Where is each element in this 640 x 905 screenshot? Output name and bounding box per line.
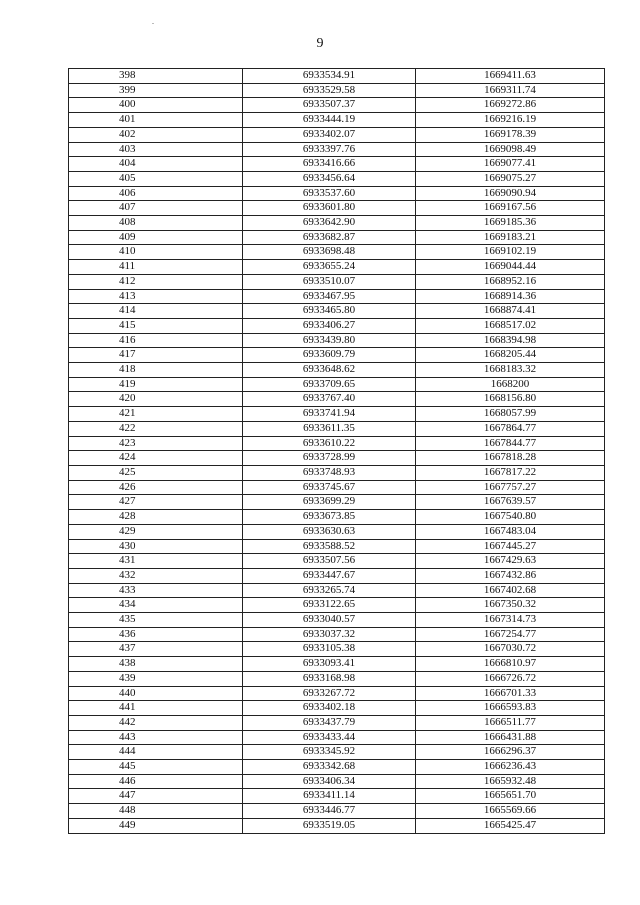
point-number-cell: 426 [69,480,243,495]
table-row [69,348,605,363]
point-number-cell: 436 [69,627,243,642]
point-number-cell: 399 [69,83,243,98]
x-coordinate-cell: 6933534.91 [243,69,416,84]
y-coordinate-cell: 1667639.57 [416,495,605,510]
y-coordinate-cell: 1669090.94 [416,186,605,201]
x-coordinate-cell: 6933507.37 [243,98,416,113]
table-row [69,804,605,819]
y-coordinate-cell: 1668517.02 [416,318,605,333]
x-coordinate-cell: 6933465.80 [243,304,416,319]
y-coordinate-cell: 1668200 [416,377,605,392]
y-coordinate-cell: 1665569.66 [416,804,605,819]
point-number-cell: 443 [69,730,243,745]
point-number-cell: 435 [69,613,243,628]
x-coordinate-cell: 6933519.05 [243,818,416,833]
y-coordinate-cell: 1669102.19 [416,245,605,260]
y-coordinate-cell: 1667254.77 [416,627,605,642]
x-coordinate-cell: 6933709.65 [243,377,416,392]
point-number-cell: 412 [69,274,243,289]
table-row [69,392,605,407]
y-coordinate-cell: 1669272.86 [416,98,605,113]
table-row [69,465,605,480]
point-number-cell: 415 [69,318,243,333]
x-coordinate-cell: 6933342.68 [243,760,416,775]
x-coordinate-cell: 6933611.35 [243,421,416,436]
point-number-cell: 444 [69,745,243,760]
x-coordinate-cell: 6933642.90 [243,216,416,231]
y-coordinate-cell: 1667818.28 [416,451,605,466]
y-coordinate-cell: 1668874.41 [416,304,605,319]
y-coordinate-cell: 1666701.33 [416,686,605,701]
table-row [69,760,605,775]
table-row [69,818,605,833]
x-coordinate-cell: 6933728.99 [243,451,416,466]
y-coordinate-cell: 1666431.88 [416,730,605,745]
point-number-cell: 410 [69,245,243,260]
point-number-cell: 431 [69,554,243,569]
table-row [69,671,605,686]
x-coordinate-cell: 6933444.19 [243,113,416,128]
table-row [69,510,605,525]
y-coordinate-cell: 1666296.37 [416,745,605,760]
table-row [69,421,605,436]
point-number-cell: 404 [69,157,243,172]
table-row [69,318,605,333]
y-coordinate-cell: 1665932.48 [416,774,605,789]
point-number-cell: 407 [69,201,243,216]
y-coordinate-cell: 1669075.27 [416,171,605,186]
x-coordinate-cell: 6933741.94 [243,407,416,422]
table-row [69,789,605,804]
y-coordinate-cell: 1667030.72 [416,642,605,657]
point-number-cell: 414 [69,304,243,319]
y-coordinate-cell: 1668183.32 [416,363,605,378]
x-coordinate-cell: 6933748.93 [243,465,416,480]
x-coordinate-cell: 6933416.66 [243,157,416,172]
point-number-cell: 423 [69,436,243,451]
y-coordinate-cell: 1666511.77 [416,715,605,730]
table-row [69,715,605,730]
table-row [69,657,605,672]
x-coordinate-cell: 6933745.67 [243,480,416,495]
x-coordinate-cell: 6933510.07 [243,274,416,289]
x-coordinate-cell: 6933411.14 [243,789,416,804]
table-row [69,480,605,495]
point-number-cell: 428 [69,510,243,525]
x-coordinate-cell: 6933105.38 [243,642,416,657]
y-coordinate-cell: 1667429.63 [416,554,605,569]
table-row [69,274,605,289]
x-coordinate-cell: 6933446.77 [243,804,416,819]
y-coordinate-cell: 1669183.21 [416,230,605,245]
x-coordinate-cell: 6933655.24 [243,260,416,275]
point-number-cell: 447 [69,789,243,804]
coordinates-table-body [69,69,605,834]
point-number-cell: 419 [69,377,243,392]
table-row [69,142,605,157]
table-row [69,201,605,216]
point-number-cell: 445 [69,760,243,775]
x-coordinate-cell: 6933601.80 [243,201,416,216]
y-coordinate-cell: 1668205.44 [416,348,605,363]
point-number-cell: 425 [69,465,243,480]
table-row [69,539,605,554]
x-coordinate-cell: 6933447.67 [243,568,416,583]
table-row [69,216,605,231]
point-number-cell: 406 [69,186,243,201]
point-number-cell: 417 [69,348,243,363]
x-coordinate-cell: 6933406.34 [243,774,416,789]
y-coordinate-cell: 1667757.27 [416,480,605,495]
table-row [69,289,605,304]
y-coordinate-cell: 1666593.83 [416,701,605,716]
table-row [69,377,605,392]
point-number-cell: 409 [69,230,243,245]
y-coordinate-cell: 1667314.73 [416,613,605,628]
x-coordinate-cell: 6933673.85 [243,510,416,525]
x-coordinate-cell: 6933406.27 [243,318,416,333]
point-number-cell: 433 [69,583,243,598]
y-coordinate-cell: 1669077.41 [416,157,605,172]
x-coordinate-cell: 6933507.56 [243,554,416,569]
x-coordinate-cell: 6933529.58 [243,83,416,98]
table-row [69,407,605,422]
x-coordinate-cell: 6933397.76 [243,142,416,157]
point-number-cell: 411 [69,260,243,275]
point-number-cell: 413 [69,289,243,304]
x-coordinate-cell: 6933648.62 [243,363,416,378]
point-number-cell: 400 [69,98,243,113]
scan-speck [152,23,154,24]
y-coordinate-cell: 1669098.49 [416,142,605,157]
y-coordinate-cell: 1667483.04 [416,524,605,539]
point-number-cell: 448 [69,804,243,819]
y-coordinate-cell: 1667844.77 [416,436,605,451]
point-number-cell: 430 [69,539,243,554]
x-coordinate-cell: 6933439.80 [243,333,416,348]
point-number-cell: 422 [69,421,243,436]
y-coordinate-cell: 1668394.98 [416,333,605,348]
x-coordinate-cell: 6933168.98 [243,671,416,686]
y-coordinate-cell: 1666810.97 [416,657,605,672]
point-number-cell: 427 [69,495,243,510]
table-row [69,333,605,348]
point-number-cell: 449 [69,818,243,833]
y-coordinate-cell: 1667864.77 [416,421,605,436]
x-coordinate-cell: 6933433.44 [243,730,416,745]
x-coordinate-cell: 6933467.95 [243,289,416,304]
point-number-cell: 441 [69,701,243,716]
point-number-cell: 440 [69,686,243,701]
y-coordinate-cell: 1667540.80 [416,510,605,525]
x-coordinate-cell: 6933767.40 [243,392,416,407]
x-coordinate-cell: 6933037.32 [243,627,416,642]
point-number-cell: 416 [69,333,243,348]
y-coordinate-cell: 1669216.19 [416,113,605,128]
table-row [69,171,605,186]
table-row [69,230,605,245]
point-number-cell: 446 [69,774,243,789]
point-number-cell: 439 [69,671,243,686]
y-coordinate-cell: 1669311.74 [416,83,605,98]
point-number-cell: 418 [69,363,243,378]
x-coordinate-cell: 6933682.87 [243,230,416,245]
point-number-cell: 420 [69,392,243,407]
table-row [69,583,605,598]
x-coordinate-cell: 6933698.48 [243,245,416,260]
x-coordinate-cell: 6933456.64 [243,171,416,186]
y-coordinate-cell: 1667402.68 [416,583,605,598]
table-row [69,524,605,539]
x-coordinate-cell: 6933437.79 [243,715,416,730]
point-number-cell: 437 [69,642,243,657]
y-coordinate-cell: 1669185.36 [416,216,605,231]
point-number-cell: 438 [69,657,243,672]
x-coordinate-cell: 6933345.92 [243,745,416,760]
table-row [69,157,605,172]
table-row [69,436,605,451]
y-coordinate-cell: 1665425.47 [416,818,605,833]
point-number-cell: 398 [69,69,243,84]
table-row [69,304,605,319]
table-row [69,451,605,466]
y-coordinate-cell: 1669411.63 [416,69,605,84]
table-row [69,701,605,716]
x-coordinate-cell: 6933610.22 [243,436,416,451]
table-row [69,745,605,760]
point-number-cell: 402 [69,127,243,142]
y-coordinate-cell: 1668156.80 [416,392,605,407]
table-row [69,774,605,789]
table-row [69,568,605,583]
x-coordinate-cell: 6933093.41 [243,657,416,672]
table-row [69,627,605,642]
y-coordinate-cell: 1667432.86 [416,568,605,583]
x-coordinate-cell: 6933040.57 [243,613,416,628]
x-coordinate-cell: 6933537.60 [243,186,416,201]
x-coordinate-cell: 6933122.65 [243,598,416,613]
y-coordinate-cell: 1668952.16 [416,274,605,289]
coordinates-table [68,68,605,834]
point-number-cell: 405 [69,171,243,186]
page-number: 9 [316,36,324,51]
x-coordinate-cell: 6933265.74 [243,583,416,598]
point-number-cell: 408 [69,216,243,231]
y-coordinate-cell: 1668057.99 [416,407,605,422]
point-number-cell: 432 [69,568,243,583]
table-row [69,69,605,84]
table-row [69,113,605,128]
x-coordinate-cell: 6933402.07 [243,127,416,142]
y-coordinate-cell: 1668914.36 [416,289,605,304]
y-coordinate-cell: 1667350.32 [416,598,605,613]
x-coordinate-cell: 6933267.72 [243,686,416,701]
table-row [69,613,605,628]
table-row [69,98,605,113]
y-coordinate-cell: 1666726.72 [416,671,605,686]
table-row [69,186,605,201]
y-coordinate-cell: 1669167.56 [416,201,605,216]
x-coordinate-cell: 6933402.18 [243,701,416,716]
y-coordinate-cell: 1666236.43 [416,760,605,775]
point-number-cell: 424 [69,451,243,466]
table-row [69,686,605,701]
table-row [69,642,605,657]
y-coordinate-cell: 1669178.39 [416,127,605,142]
x-coordinate-cell: 6933630.63 [243,524,416,539]
y-coordinate-cell: 1667445.27 [416,539,605,554]
y-coordinate-cell: 1667817.22 [416,465,605,480]
x-coordinate-cell: 6933699.29 [243,495,416,510]
table-row [69,730,605,745]
table-row [69,245,605,260]
table-row [69,598,605,613]
table-row [69,495,605,510]
x-coordinate-cell: 6933609.79 [243,348,416,363]
point-number-cell: 403 [69,142,243,157]
point-number-cell: 434 [69,598,243,613]
point-number-cell: 429 [69,524,243,539]
table-row [69,127,605,142]
y-coordinate-cell: 1669044.44 [416,260,605,275]
point-number-cell: 442 [69,715,243,730]
x-coordinate-cell: 6933588.52 [243,539,416,554]
table-row [69,83,605,98]
table-row [69,260,605,275]
point-number-cell: 401 [69,113,243,128]
table-row [69,363,605,378]
table-row [69,554,605,569]
y-coordinate-cell: 1665651.70 [416,789,605,804]
point-number-cell: 421 [69,407,243,422]
